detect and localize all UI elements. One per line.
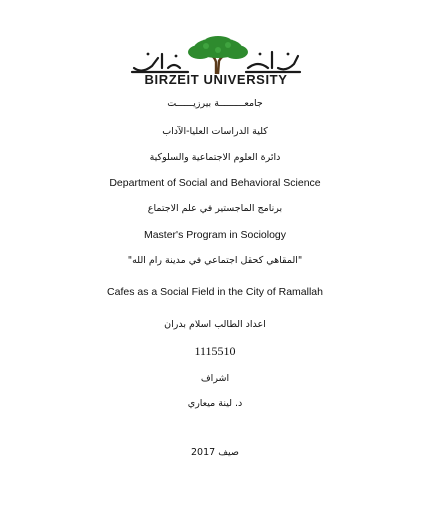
supervisor-name: د. لينة ميعاري <box>187 398 243 409</box>
program-name-arabic: برنامج الماجستير في علم الاجتماع <box>147 203 283 214</box>
student-id: 1115510 <box>194 344 236 358</box>
thesis-title-arabic: "المقاهي كحقل اجتماعي في مدينة رام الله" <box>127 255 303 266</box>
thesis-title-english: Cafes as a Social Field in the City of Ramallah <box>107 286 323 298</box>
university-name-logo: BIRZEIT UNIVERSITY <box>144 72 288 87</box>
supervision-label: اشراف <box>200 373 230 384</box>
program-name-english: Master's Program in Sociology <box>143 229 287 241</box>
department-name-english: Department of Social and Behavioral Science <box>109 177 321 189</box>
olive-tree-icon <box>182 36 254 76</box>
submission-date: صيف 2017 <box>191 447 239 458</box>
department-name-arabic: دائرة العلوم الاجتماعية والسلوكية <box>149 152 281 163</box>
faculty-name: كلية الدراسات العليا-الآداب <box>162 126 268 137</box>
university-name-arabic: جامعـــــــــة بيرزيــــــت <box>167 98 263 109</box>
prepared-by: اعداد الطالب اسلام بدران <box>164 319 266 330</box>
